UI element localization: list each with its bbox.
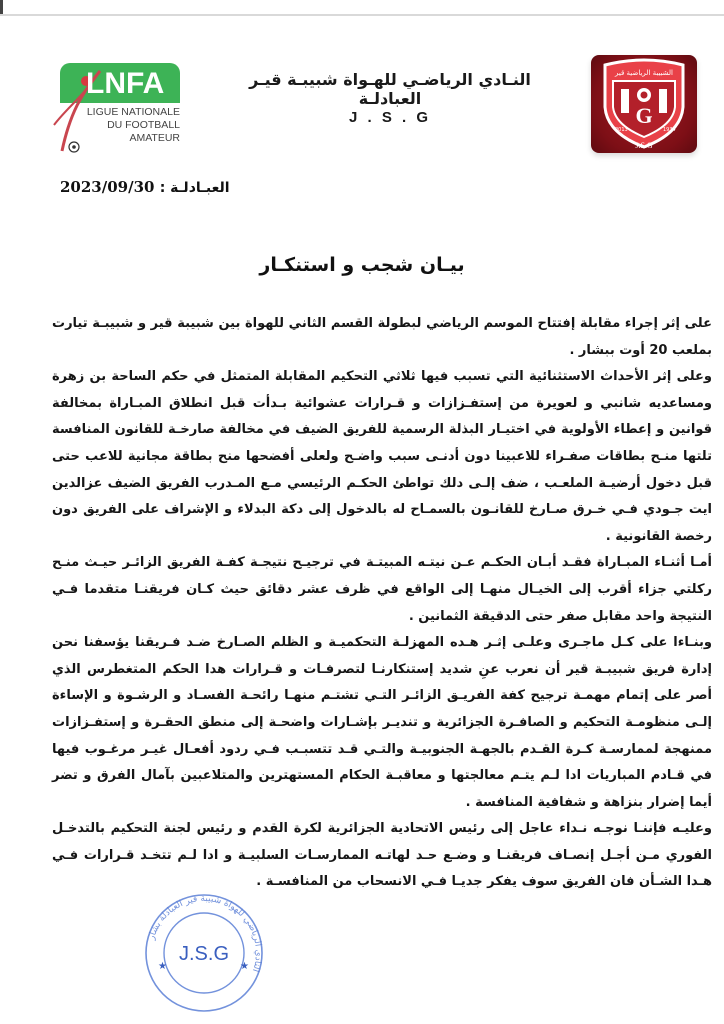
document-date <box>60 178 230 196</box>
paragraph-4: وبنـاءا على كـل ماجـرى وعلـى إثـر هـده المهزلـة التحكميـة و الظلم الصـارخ ضـد فـريقنا يؤسفنا نحن إدارة فريق شبيبـة قير أن نعرب عنِ شديد إستنكارنـا لتصرفـات و قـرارات هدا الحكم المتغطرس الذي أصر على إتمام مهمـة ترجيح كفة الفريـق الزائـر التـي تشتـم منهـا رائحـة الفسـاد و الرشـوة و الإساءة إلـى منظومـة التحكيم و الصافـرة الجزائرية و تنديـر بإشـارات واضحـة إلى منطق الحقـرة و إستفـزازات ممنهجة لممارسـة كـرة القـدم بالجهـة الجنوبيـة والتـي قـد تتسبـب فـي ردود أفعـال غيـر مرغـوب فيها في قـادم المباريات ادا لـم يتـم معالجتها و معاقبـة الحكام المستهترين والمتلاعبين بآمال الفرق و تضر أيما إضرار بنزاهة و شفافية المنافسة . <box>52 635 712 810</box>
club-abbreviation: J . S . G <box>348 109 432 126</box>
stamp-star-left-icon: ★ <box>158 961 167 972</box>
stamp-seal-icon <box>134 893 274 1013</box>
lnfa-logo-abbr: LNFA <box>86 67 165 100</box>
club-name: النـادي الرياضـي للهـواة شبيبـة قيـر العبادلـة <box>249 70 531 108</box>
stamp-center-text: J.S.G <box>178 943 230 965</box>
club-crest <box>591 55 697 153</box>
document-title: بيـان شجب و استنكـار <box>259 254 465 276</box>
crest-bottom-text: J.S.G <box>635 141 653 150</box>
paragraph-3: أمـا أثنـاء المبـاراة فقـد أبـان الحكـم عـن نيتـه المبيتـة في ترجيـح نتيجـة كفـة الفريق الزائـر حيـث منـح ركلتي جزاء أقرب إلى الخيـال منهـا إلى الواقع في ظرف عشر دقائق حيث كـان فريقنـا متقدما فـي النتيجة واحد مقابل صفر حتى الدقيقة الثمانين . <box>52 555 712 624</box>
lnfa-line-2: DU FOOTBALL <box>107 119 180 131</box>
crest-shield-icon <box>591 55 697 153</box>
club-stamp <box>134 893 274 1013</box>
paragraph-1: على إثر إجراء مقابلة إفتتاح الموسم الرياضي لبطولة القسم الثاني للهواة بين شبيبة قير و شبيبـة تيارت بملعب 20 أوت ببشار . <box>52 316 712 358</box>
date-label: العبـادلـة : <box>159 180 230 196</box>
stamp-ring-text: النادي الرياضي للهواة شبيبة قير العبادلة بشار <box>146 893 264 974</box>
lnfa-line-3: AMATEUR <box>129 132 180 144</box>
document-body <box>52 311 712 896</box>
lnfa-line-1: LIGUE NATIONALE <box>86 106 180 118</box>
lnfa-logo <box>52 63 182 155</box>
date-value: 2023/09/30 <box>60 178 155 196</box>
paragraph-2: وعلى إثر الأحداث الاستثنائية التي تسبب فيها ثلاثي التحكيم المقابلة المتمثل في حكم الساحة بن زهرة ومساعديه شانبي و لعويرة من إستفـزازات و قـرارات عشوائية بـدأت قبل انطلاق المبـاراة بمخالفة قوانين و إعطاء الأولوية في اختيـار البذلة الرسمية للفريق الضيف في مخالفة صارخـة للقانون المنافسة تلتها منـح بطاقات صفـراء للاعبينا دون أدنـى سبب واضـح ولعلى أفضحها منح بطاقة مجانية للاعب حتى قبل دخول أرضيـة الملعـب ، ضف إلـى دلك تواطئ الحكـم الرئيسي مـع المـدرب الفريق الضيف عزالدين ايت جـودي فـي خـرق صـارخ للقانـون بالسمـاح له بالدخول إلى دكة البدلاء و الإشراف على الفريق دون رخصة القانونية . <box>52 369 712 544</box>
crest-top-text: الشبيبة الرياضية قير <box>614 69 674 77</box>
crest-letter: G <box>635 103 653 128</box>
lnfa-logo-subtitle <box>87 106 180 145</box>
stamp-star-right-icon: ★ <box>240 961 249 972</box>
crest-year-right: 1934 <box>663 127 676 133</box>
paragraph-5: وعليـه فإننـا نوجـه نـداء عاجل إلى رئيس الاتحادية الجزائرية لكرة القدم و رئيس لجنة التحكيم بالتدخـل الفوري مـن أجـل إنصـاف فريقنـا و وضـع حـد لهاتـه الممارسـات السلبيـة و ادا لـم تتخـد قـرارات فـي هـدا الشـأن فان الفريق سوف يفكر جديـا فـي الانسحاب من المنافسـة . <box>52 821 712 890</box>
crest-year-left: 2013 <box>615 127 628 133</box>
scan-edge-line <box>0 14 724 16</box>
